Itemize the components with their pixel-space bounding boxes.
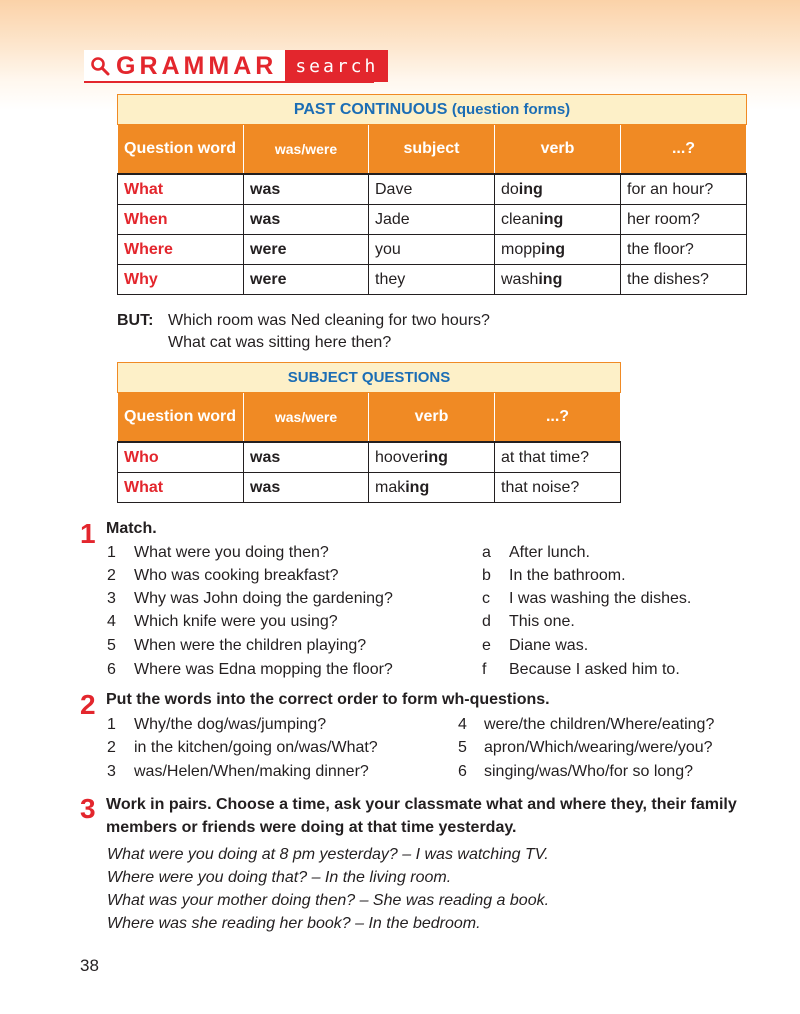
- ex1-answer-text: Because I asked him to.: [509, 661, 680, 678]
- header-cell: ...?: [495, 393, 621, 443]
- aux-cell: was: [244, 442, 369, 473]
- ex1-item-text: Where was Edna mopping the floor?: [134, 661, 393, 678]
- table-caption: SUBJECT QUESTIONS: [118, 363, 621, 393]
- table-row: [118, 235, 747, 265]
- dialogue-line: What was your mother doing then? – She was reading a book.: [107, 892, 550, 909]
- exercise-1-number: 1: [80, 518, 96, 549]
- header-cell: Question word: [118, 125, 244, 175]
- ex2-item-text: singing/was/Who/for so long?: [484, 763, 693, 780]
- but-example-1: Which room was Ned cleaning for two hours?: [168, 312, 490, 329]
- question-word-cell: What: [118, 473, 244, 503]
- ex2-item-text: apron/Which/wearing/were/you?: [484, 739, 713, 756]
- rest-cell: at that time?: [495, 442, 621, 473]
- verb-cell: [369, 473, 495, 503]
- verb-stem: do: [501, 180, 519, 198]
- aux-cell: were: [244, 265, 369, 295]
- caption-sub: (question forms): [451, 100, 571, 118]
- verb-cell: [495, 205, 621, 235]
- ex1-item-text: When were the children playing?: [134, 637, 367, 654]
- exercise-2-number: 2: [80, 689, 96, 720]
- ex1-answer-letter: d: [482, 613, 491, 630]
- ex2-item-num: 6: [458, 763, 467, 780]
- aux-cell: was: [244, 174, 369, 205]
- verb-cell: [495, 235, 621, 265]
- ex1-answer-text: In the bathroom.: [509, 567, 626, 584]
- grammar-search-header: [84, 50, 388, 82]
- header-cell: was/were: [244, 125, 369, 175]
- verb-stem: mak: [375, 478, 406, 496]
- table-row: [118, 265, 747, 295]
- ex1-answer-text: I was washing the dishes.: [509, 590, 692, 607]
- question-word-cell: Where: [118, 235, 244, 265]
- table-row: [118, 205, 747, 235]
- ex1-answer-letter: f: [482, 661, 487, 678]
- verb-ending: ing: [539, 210, 564, 228]
- verb-ending: ing: [541, 240, 566, 258]
- table-caption-row: [118, 363, 621, 393]
- exercise-3-title-line2: members or friends were doing at that time yesterday.: [106, 819, 517, 836]
- rest-cell: her room?: [621, 205, 747, 235]
- ex2-item-text: were/the children/Where/eating?: [484, 716, 715, 733]
- verb-stem: clean: [501, 210, 540, 228]
- header-title: GRAMMAR: [116, 51, 278, 80]
- table-header-row: [118, 393, 621, 443]
- ex1-item-num: 6: [107, 661, 116, 678]
- ex1-item-text: Why was John doing the gardening?: [134, 590, 393, 607]
- ex1-answer-text: Diane was.: [509, 637, 589, 654]
- search-icon: [90, 56, 110, 76]
- verb-cell: [495, 265, 621, 295]
- header-cell: verb: [495, 125, 621, 175]
- rest-cell: the floor?: [621, 235, 747, 265]
- ex1-answer-text: This one.: [509, 613, 575, 630]
- ex1-item-num: 2: [107, 567, 116, 584]
- rest-cell: the dishes?: [621, 265, 747, 295]
- dialogue-line: Where were you doing that? – In the living room.: [107, 869, 452, 886]
- past-continuous-table: [117, 94, 747, 295]
- rest-cell: for an hour?: [621, 174, 747, 205]
- subject-questions-table: [117, 362, 621, 503]
- header-tag: search: [285, 50, 388, 82]
- table-row: [118, 473, 621, 503]
- question-word-cell: Who: [118, 442, 244, 473]
- exercise-1-title: Match.: [106, 520, 157, 537]
- exercise-3-number: 3: [80, 793, 96, 824]
- page-number: 38: [80, 956, 99, 975]
- header-cell: Question word: [118, 393, 244, 443]
- ex2-item-num: 3: [107, 763, 116, 780]
- ex2-item-num: 2: [107, 739, 116, 756]
- ex1-item-text: Which knife were you using?: [134, 613, 338, 630]
- verb-cell: [495, 174, 621, 205]
- verb-ending: ing: [538, 270, 563, 288]
- verb-stem: mopp: [501, 240, 542, 258]
- ex2-item-text: in the kitchen/going on/was/What?: [134, 739, 378, 756]
- ex2-item-num: 1: [107, 716, 116, 733]
- header-cell: was/were: [244, 393, 369, 443]
- ex1-item-num: 3: [107, 590, 116, 607]
- caption-main: PAST CONTINUOUS: [293, 100, 448, 118]
- ex1-answer-letter: e: [482, 637, 491, 654]
- verb-stem: wash: [501, 270, 539, 288]
- verb-stem: hoover: [375, 448, 424, 466]
- aux-cell: was: [244, 473, 369, 503]
- ex1-answer-letter: a: [482, 544, 491, 561]
- ex1-answer-text: After lunch.: [509, 544, 590, 561]
- ex2-item-text: was/Helen/When/making dinner?: [134, 763, 369, 780]
- subject-cell: Jade: [369, 205, 495, 235]
- rest-cell: that noise?: [495, 473, 621, 503]
- exercise-2-title: Put the words into the correct order to form wh-questions.: [106, 691, 550, 708]
- question-word-cell: Why: [118, 265, 244, 295]
- exercise-3-title-line1: Work in pairs. Choose a time, ask your classmate what and where they, their family: [106, 796, 737, 813]
- verb-ending: ing: [405, 478, 430, 496]
- question-word-cell: What: [118, 174, 244, 205]
- table-header-row: [118, 125, 747, 175]
- question-word-cell: When: [118, 205, 244, 235]
- ex1-answer-letter: b: [482, 567, 491, 584]
- ex1-item-num: 1: [107, 544, 116, 561]
- verb-ending: ing: [423, 448, 448, 466]
- header-title-box: [84, 50, 285, 82]
- subject-cell: you: [369, 235, 495, 265]
- header-cell: verb: [369, 393, 495, 443]
- aux-cell: was: [244, 205, 369, 235]
- verb-ending: ing: [518, 180, 543, 198]
- but-label: BUT:: [117, 312, 154, 329]
- verb-cell: [369, 442, 495, 473]
- table-row: [118, 174, 747, 205]
- header-cell: ...?: [621, 125, 747, 175]
- ex2-item-text: Why/the dog/was/jumping?: [134, 716, 327, 733]
- header-cell: subject: [369, 125, 495, 175]
- dialogue-line: Where was she reading her book? – In the bedroom.: [107, 915, 481, 932]
- table-caption: [118, 95, 747, 125]
- subject-cell: they: [369, 265, 495, 295]
- ex2-item-num: 5: [458, 739, 467, 756]
- table-caption-row: [118, 95, 747, 125]
- ex1-answer-letter: c: [482, 590, 490, 607]
- but-example-2: What cat was sitting here then?: [168, 334, 392, 351]
- header-underline: [84, 81, 374, 83]
- dialogue-line: What were you doing at 8 pm yesterday? – I was watching TV.: [107, 846, 549, 863]
- subject-cell: Dave: [369, 174, 495, 205]
- ex2-item-num: 4: [458, 716, 467, 733]
- ex1-item-text: What were you doing then?: [134, 544, 329, 561]
- table-row: [118, 442, 621, 473]
- ex1-item-num: 5: [107, 637, 116, 654]
- aux-cell: were: [244, 235, 369, 265]
- ex1-item-text: Who was cooking breakfast?: [134, 567, 339, 584]
- ex1-item-num: 4: [107, 613, 116, 630]
